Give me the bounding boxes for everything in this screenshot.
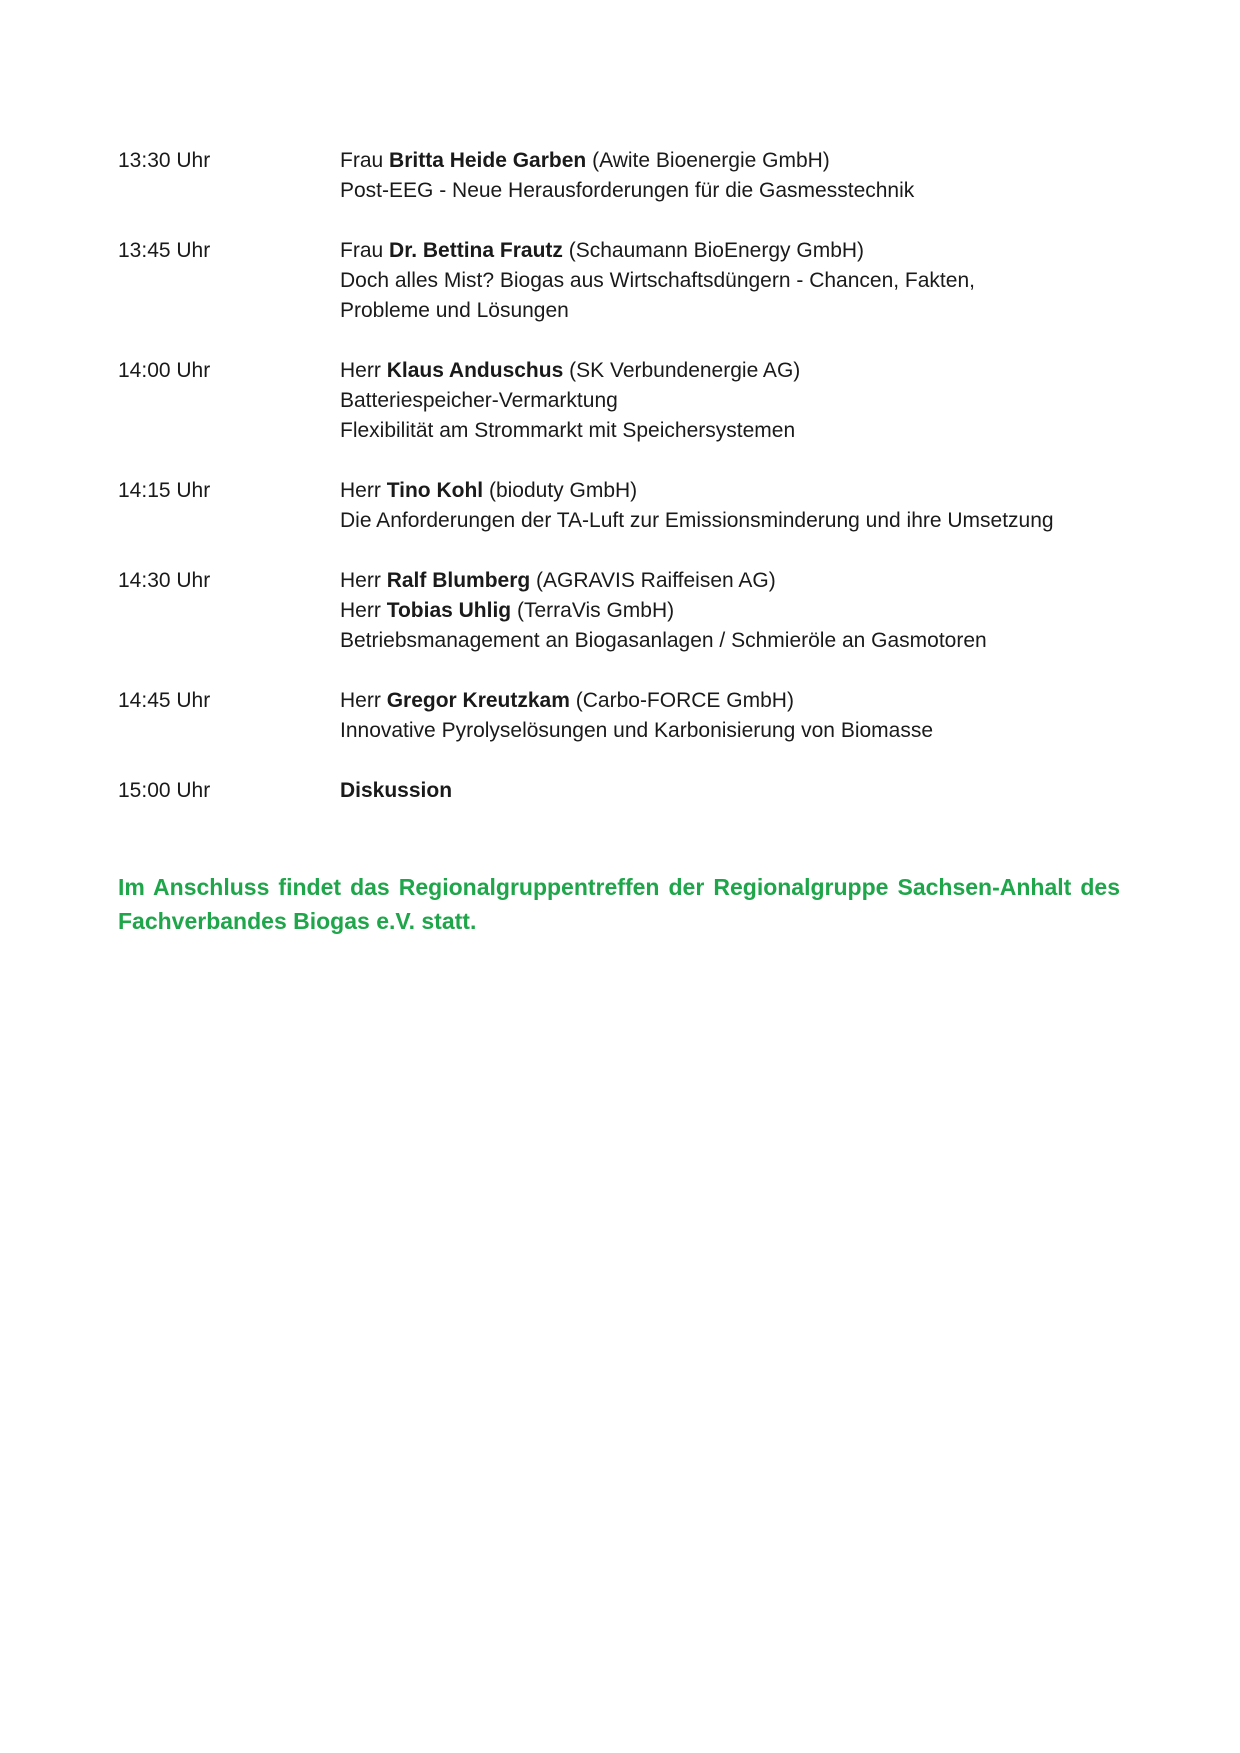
speaker-organization: (TerraVis GmbH) <box>516 599 675 622</box>
talk-topic-line: Betriebsmanagement an Biogasanlagen / Schmieröle an Gasmotoren <box>340 629 987 652</box>
agenda-entry <box>118 776 1128 806</box>
speaker-organization: (Awite Bioenergie GmbH) <box>592 149 830 172</box>
speaker-organization: (AGRAVIS Raiffeisen AG) <box>536 569 776 592</box>
speaker-line <box>340 566 1128 596</box>
agenda-entry <box>118 566 1128 656</box>
speaker-organization: (Schaumann BioEnergy GmbH) <box>568 239 865 262</box>
speaker-line <box>340 236 1128 266</box>
speaker-name: Dr. Bettina Frautz <box>389 239 563 262</box>
speaker-salutation: Herr <box>340 569 381 592</box>
speaker-organization: (bioduty GmbH) <box>488 479 638 502</box>
speaker-salutation: Frau <box>340 239 384 262</box>
agenda-list <box>118 146 1128 836</box>
speaker-line <box>340 686 1128 716</box>
speaker-line <box>340 146 1128 176</box>
speaker-line <box>340 596 1128 626</box>
speaker-name: Ralf Blumberg <box>386 569 531 592</box>
agenda-time: 14:30 Uhr <box>118 569 211 592</box>
agenda-entry <box>118 476 1128 536</box>
speaker-salutation: Frau <box>340 149 384 172</box>
talk-topic-line: Die Anforderungen der TA-Luft zur Emissionsminderung und ihre Umsetzung <box>340 509 1054 532</box>
speaker-salutation: Herr <box>340 359 381 382</box>
agenda-time: 13:45 Uhr <box>118 239 211 262</box>
agenda-content <box>340 686 1128 746</box>
agenda-title: Diskussion <box>340 779 453 802</box>
agenda-content <box>340 476 1128 536</box>
talk-topic-line: Flexibilität am Strommarkt mit Speichersystemen <box>340 419 796 442</box>
agenda-time: 13:30 Uhr <box>118 149 211 172</box>
closing-note: Im Anschluss findet das Regionalgruppentreffen der Regionalgruppe Sachsen-Anhalt des Fachverbandes Biogas e.V. statt. <box>118 874 1120 934</box>
talk-topic-line: Post-EEG - Neue Herausforderungen für die Gasmesstechnik <box>340 179 915 202</box>
talk-topic-line: Innovative Pyrolyselösungen und Karbonisierung von Biomasse <box>340 719 934 742</box>
talk-topic-line: Doch alles Mist? Biogas aus Wirtschaftsdüngern - Chancen, Fakten, <box>340 269 975 292</box>
agenda-content <box>340 146 1128 206</box>
speaker-salutation: Herr <box>340 689 381 712</box>
agenda-time: 14:00 Uhr <box>118 359 211 382</box>
agenda-content <box>340 236 1128 326</box>
agenda-entry <box>118 236 1128 326</box>
speaker-salutation: Herr <box>340 479 381 502</box>
speaker-organization: (Carbo-FORCE GmbH) <box>575 689 794 712</box>
speaker-organization: (SK Verbundenergie AG) <box>569 359 801 382</box>
talk-topic-line: Batteriespeicher-Vermarktung <box>340 389 618 412</box>
agenda-content <box>340 776 1128 806</box>
agenda-content <box>340 356 1128 446</box>
agenda-time: 14:45 Uhr <box>118 689 211 712</box>
speaker-salutation: Herr <box>340 599 381 622</box>
talk-topic-line: Probleme und Lösungen <box>340 299 569 322</box>
speaker-name: Tino Kohl <box>386 479 484 502</box>
speaker-name: Tobias Uhlig <box>386 599 512 622</box>
agenda-entry <box>118 686 1128 746</box>
agenda-entry <box>118 146 1128 206</box>
speaker-line <box>340 356 1128 386</box>
speaker-name: Klaus Anduschus <box>386 359 564 382</box>
agenda-time: 15:00 Uhr <box>118 779 211 802</box>
speaker-name: Britta Heide Garben <box>389 149 587 172</box>
agenda-entry <box>118 356 1128 446</box>
agenda-time: 14:15 Uhr <box>118 479 211 502</box>
speaker-line <box>340 476 1128 506</box>
agenda-content <box>340 566 1128 656</box>
speaker-name: Gregor Kreutzkam <box>386 689 570 712</box>
